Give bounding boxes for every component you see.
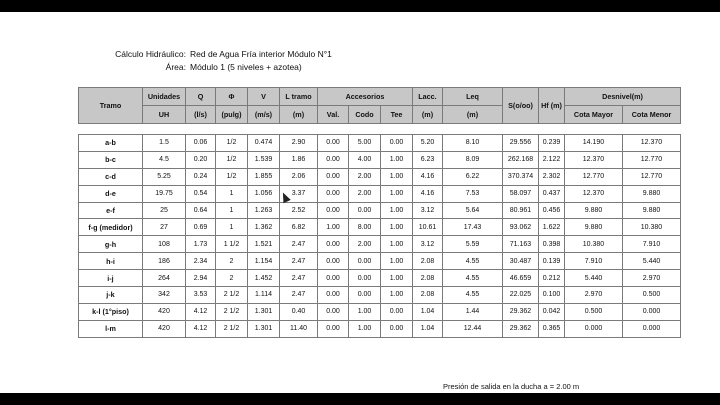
table-cell[interactable]: 8.00 [349,219,381,236]
table-cell[interactable]: 0.139 [539,253,565,270]
table-cell[interactable]: 5.440 [623,253,681,270]
table-cell[interactable]: 6.23 [413,151,443,168]
table-cell[interactable]: 1.301 [248,303,280,320]
table-cell[interactable]: 12.770 [623,168,681,185]
table-cell[interactable]: 7.910 [623,236,681,253]
tramo-cell[interactable]: j-k [79,287,143,304]
table-cell[interactable]: 8.10 [443,135,503,152]
table-row[interactable] [79,303,681,320]
table-cell[interactable]: 2 1/2 [216,303,248,320]
table-cell[interactable]: 0.06 [186,135,216,152]
table-cell[interactable]: 2 1/2 [216,287,248,304]
table-cell[interactable]: 0.00 [381,303,413,320]
table-cell[interactable]: 9.880 [565,202,623,219]
table-cell[interactable]: 1.056 [248,185,280,202]
col-lacc-unit: (m) [413,106,443,124]
table-cell[interactable]: 0.00 [381,320,413,337]
table-cell[interactable]: 0.00 [349,253,381,270]
table-cell[interactable]: 4.12 [186,320,216,337]
table-cell[interactable]: 2.122 [539,151,565,168]
table-cell[interactable]: 0.500 [623,287,681,304]
table-cell[interactable]: 2.00 [349,185,381,202]
table-cell[interactable]: 1.855 [248,168,280,185]
table-cell[interactable]: 3.37 [280,185,318,202]
table-cell[interactable]: 0.500 [565,303,623,320]
table-cell[interactable]: 420 [143,303,186,320]
table-cell[interactable]: 0.64 [186,202,216,219]
table-cell[interactable]: 71.163 [503,236,539,253]
table-cell[interactable]: 9.880 [623,202,681,219]
table-cell[interactable]: 1/2 [216,135,248,152]
table-cell[interactable]: 2.970 [565,287,623,304]
table-cell[interactable]: 22.025 [503,287,539,304]
table-cell[interactable]: 4.16 [413,185,443,202]
table-cell[interactable]: 4.12 [186,303,216,320]
table-row[interactable] [79,185,681,202]
table-cell[interactable]: 12.770 [565,168,623,185]
table-cell[interactable]: 2.47 [280,253,318,270]
col-q: Q [186,88,216,106]
table-cell[interactable]: 30.487 [503,253,539,270]
col-tramo: Tramo [79,88,143,124]
table-cell[interactable]: 5.20 [413,135,443,152]
table-cell[interactable]: 2.08 [413,253,443,270]
table-cell[interactable]: 14.190 [565,135,623,152]
col-tee: Tee [381,106,413,124]
table-cell[interactable]: 4.00 [349,151,381,168]
table-cell[interactable]: 2.06 [280,168,318,185]
table-cell[interactable]: 0.00 [349,270,381,287]
table-cell[interactable]: 3.53 [186,287,216,304]
table-cell[interactable]: 12.370 [565,151,623,168]
table-cell[interactable]: 0.20 [186,151,216,168]
table-cell[interactable]: 4.55 [443,287,503,304]
tramo-cell[interactable]: a-b [79,135,143,152]
table-cell[interactable]: 1.04 [413,303,443,320]
table-cell[interactable]: 0.00 [349,287,381,304]
table-cell[interactable]: 5.64 [443,202,503,219]
table-cell[interactable]: 0.24 [186,168,216,185]
table-cell[interactable]: 5.00 [349,135,381,152]
table-cell[interactable]: 0.398 [539,236,565,253]
table-cell[interactable]: 5.59 [443,236,503,253]
table-cell[interactable]: 1.5 [143,135,186,152]
table-cell[interactable]: 9.880 [565,219,623,236]
table-cell[interactable]: 2.34 [186,253,216,270]
table-row[interactable] [79,236,681,253]
table-row[interactable] [79,320,681,337]
tramo-cell[interactable]: b-c [79,151,143,168]
col-desnivel: Desnivel(m) [565,88,681,106]
col-phi: Φ [216,88,248,106]
table-cell[interactable]: 2.302 [539,168,565,185]
table-cell[interactable]: 1.00 [381,185,413,202]
table-cell[interactable]: 1.622 [539,219,565,236]
table-cell[interactable]: 0.474 [248,135,280,152]
table-row[interactable] [79,253,681,270]
table-cell[interactable]: 2.90 [280,135,318,152]
spreadsheet-page [0,12,720,393]
table-cell[interactable]: 0.042 [539,303,565,320]
table-cell[interactable]: 2.00 [349,236,381,253]
table-cell[interactable]: 0.00 [381,135,413,152]
col-cota-mayor: Cota Mayor [565,106,623,124]
table-cell[interactable]: 1.00 [381,219,413,236]
table-cell[interactable]: 1 [216,202,248,219]
table-cell[interactable]: 1.73 [186,236,216,253]
table-cell[interactable]: 12.370 [623,135,681,152]
table-cell[interactable]: 264 [143,270,186,287]
table-cell[interactable]: 1 [216,219,248,236]
table-cell[interactable]: 8.09 [443,151,503,168]
hydraulic-table [78,87,681,338]
table-cell[interactable]: 0.365 [539,320,565,337]
table-cell[interactable]: 29.556 [503,135,539,152]
table-cell[interactable]: 17.43 [443,219,503,236]
table-cell[interactable]: 6.22 [443,168,503,185]
table-cell[interactable]: 1.04 [413,320,443,337]
table-cell[interactable]: 10.61 [413,219,443,236]
table-row[interactable] [79,270,681,287]
table-cell[interactable]: 5.25 [143,168,186,185]
table-cell[interactable]: 1.362 [248,219,280,236]
table-cell[interactable]: 0.00 [318,253,349,270]
table-body [79,124,681,338]
table-cell[interactable]: 420 [143,320,186,337]
tramo-cell[interactable]: e-f [79,202,143,219]
table-cell[interactable]: 1.154 [248,253,280,270]
pressure-note: Presión de salida en la ducha a = 2.00 m [443,382,580,391]
table-row[interactable] [79,287,681,304]
table-row[interactable] [79,219,681,236]
col-uh: UH [143,106,186,124]
table-cell[interactable]: 4.55 [443,253,503,270]
table-cell[interactable]: 108 [143,236,186,253]
table-cell[interactable]: 0.456 [539,202,565,219]
table-cell[interactable]: 1.263 [248,202,280,219]
table-cell[interactable]: 0.69 [186,219,216,236]
table-cell[interactable]: 0.000 [565,320,623,337]
table-cell[interactable]: 2.47 [280,270,318,287]
table-cell[interactable]: 0.00 [318,320,349,337]
table-cell[interactable]: 0.00 [318,168,349,185]
table-cell[interactable]: 29.362 [503,303,539,320]
table-cell[interactable]: 4.55 [443,270,503,287]
table-cell[interactable]: 1.521 [248,236,280,253]
col-ltramo: L tramo [280,88,318,106]
calc-value: Red de Agua Fría interior Módulo N°1 [190,49,332,59]
table-cell[interactable]: 1.86 [280,151,318,168]
table-cell[interactable]: 2.00 [349,168,381,185]
table-cell[interactable]: 3.12 [413,236,443,253]
area-value: Módulo 1 (5 niveles + azotea) [190,62,302,72]
table-cell[interactable]: 11.40 [280,320,318,337]
table-cell[interactable]: 1.00 [381,253,413,270]
table-cell[interactable]: 2.47 [280,287,318,304]
col-leq-unit: (m) [443,106,503,124]
table-cell[interactable]: 1.00 [381,287,413,304]
table-cell[interactable]: 12.370 [565,185,623,202]
table-cell[interactable]: 27 [143,219,186,236]
table-cell[interactable]: 1.44 [443,303,503,320]
col-ltramo-unit: (m) [280,106,318,124]
table-cell[interactable]: 1.00 [381,151,413,168]
table-cell[interactable]: 2.08 [413,287,443,304]
col-lacc: Lacc. [413,88,443,106]
table-cell[interactable]: 0.00 [318,185,349,202]
table-cell[interactable]: 0.00 [318,151,349,168]
table-row[interactable] [79,168,681,185]
col-phi-unit: (pulg) [216,106,248,124]
table-cell[interactable]: 1.452 [248,270,280,287]
col-accesorios: Accesorios [318,88,413,106]
table-cell[interactable]: 1 [216,185,248,202]
table-cell[interactable]: 1.00 [349,320,381,337]
table-cell[interactable]: 3.12 [413,202,443,219]
table-cell[interactable]: 1.00 [381,202,413,219]
table-row[interactable] [79,202,681,219]
table-cell[interactable]: 2.94 [186,270,216,287]
tramo-cell[interactable]: i-j [79,270,143,287]
table-cell[interactable]: 12.770 [623,151,681,168]
table-cell[interactable]: 10.380 [565,236,623,253]
table-cell[interactable]: 1.301 [248,320,280,337]
table-cell[interactable]: 10.380 [623,219,681,236]
table-cell[interactable]: 6.82 [280,219,318,236]
table-cell[interactable]: 0.00 [318,135,349,152]
table-cell[interactable]: 19.75 [143,185,186,202]
col-hf: Hf (m) [539,88,565,124]
table-cell[interactable]: 58.097 [503,185,539,202]
table-cell[interactable]: 25 [143,202,186,219]
table-row[interactable] [79,135,681,152]
table-cell[interactable]: 1.00 [381,236,413,253]
table-cell[interactable]: 2 [216,270,248,287]
col-q-unit: (l/s) [186,106,216,124]
table-cell[interactable]: 7.53 [443,185,503,202]
table-cell[interactable]: 5.440 [565,270,623,287]
col-val: Val. [318,106,349,124]
col-unidades: Unidades [143,88,186,106]
calc-label: Cálculo Hidráulico: [115,49,186,59]
table-cell[interactable]: 0.239 [539,135,565,152]
table-cell[interactable]: 0.100 [539,287,565,304]
table-cell[interactable]: 0.00 [349,202,381,219]
col-s: S(o/oo) [503,88,539,124]
table-cell[interactable]: 370.374 [503,168,539,185]
table-cell[interactable]: 262.168 [503,151,539,168]
table-cell[interactable]: 46.659 [503,270,539,287]
table-cell[interactable]: 0.437 [539,185,565,202]
col-codo: Codo [349,106,381,124]
table-cell[interactable]: 7.910 [565,253,623,270]
table-cell[interactable]: 2 [216,253,248,270]
table-cell[interactable]: 4.5 [143,151,186,168]
area-label: Área: [165,62,186,72]
tramo-cell[interactable]: f-g (medidor) [79,219,143,236]
table-cell[interactable]: 1.00 [381,270,413,287]
tramo-cell[interactable]: c-d [79,168,143,185]
table-cell[interactable]: 1.539 [248,151,280,168]
table-cell[interactable]: 2.47 [280,236,318,253]
table-cell[interactable]: 9.880 [623,185,681,202]
table-cell[interactable]: 29.362 [503,320,539,337]
table-cell[interactable]: 1.00 [381,168,413,185]
table-cell[interactable]: 0.00 [318,236,349,253]
title-block [112,48,332,74]
table-cell[interactable]: 186 [143,253,186,270]
table-cell[interactable]: 2 1/2 [216,320,248,337]
table-cell[interactable]: 1 1/2 [216,236,248,253]
table-cell[interactable]: 1.00 [318,219,349,236]
col-leq: Leq [443,88,503,106]
table-cell[interactable]: 2.08 [413,270,443,287]
table-cell[interactable]: 0.40 [280,303,318,320]
table-cell[interactable]: 80.961 [503,202,539,219]
table-cell[interactable]: 342 [143,287,186,304]
table-cell[interactable]: 12.44 [443,320,503,337]
table-cell[interactable]: 0.000 [623,303,681,320]
table-cell[interactable]: 2.970 [623,270,681,287]
table-cell[interactable]: 2.52 [280,202,318,219]
table-cell[interactable]: 1.114 [248,287,280,304]
tramo-cell[interactable]: k-l (1°piso) [79,303,143,320]
tramo-cell[interactable]: l-m [79,320,143,337]
col-v-unit: (m/s) [248,106,280,124]
col-cota-menor: Cota Menor [623,106,681,124]
tramo-cell[interactable]: d-e [79,185,143,202]
table-row[interactable] [79,151,681,168]
table-cell[interactable]: 1/2 [216,151,248,168]
table-cell[interactable]: 0.54 [186,185,216,202]
col-v: V [248,88,280,106]
table-cell[interactable]: 1.00 [349,303,381,320]
table-cell[interactable]: 93.062 [503,219,539,236]
tramo-cell[interactable]: g-h [79,236,143,253]
table-cell[interactable]: 1/2 [216,168,248,185]
table-cell[interactable]: 0.00 [318,270,349,287]
table-cell[interactable]: 4.16 [413,168,443,185]
table-cell[interactable]: 0.00 [318,287,349,304]
table-cell[interactable]: 0.00 [318,303,349,320]
tramo-cell[interactable]: h-i [79,253,143,270]
table-cell[interactable]: 0.212 [539,270,565,287]
table-cell[interactable]: 0.000 [623,320,681,337]
table-cell[interactable]: 0.00 [318,202,349,219]
